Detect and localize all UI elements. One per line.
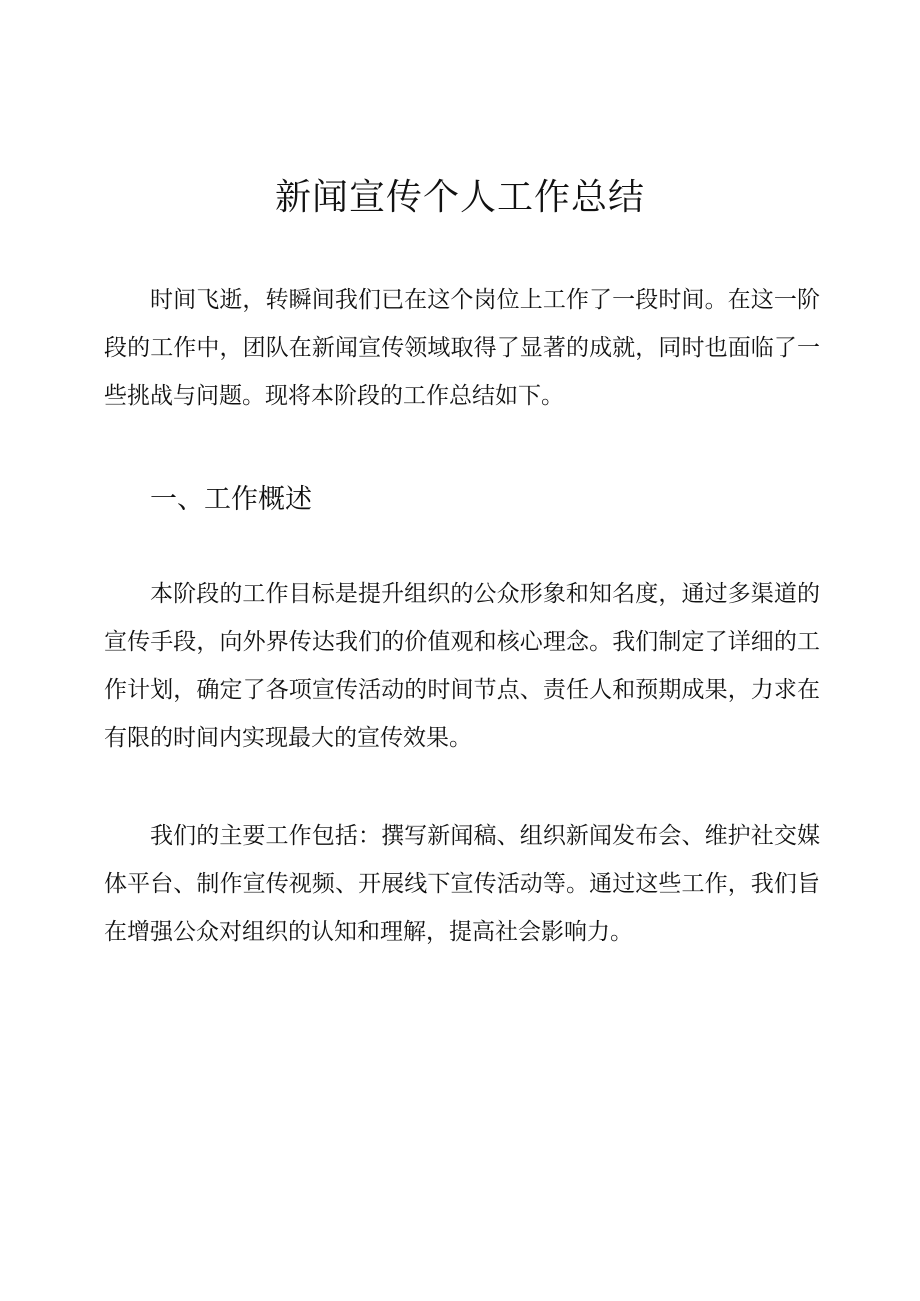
overview-paragraph-2: 我们的主要工作包括：撰写新闻稿、组织新闻发布会、维护社交媒体平台、制作宣传视频、开展线下宣传活动等。通过这些工作，我们旨在增强公众对组织的认知和理解，提高社会影响力。 [104,823,820,945]
overview-paragraph-1: 本阶段的工作目标是提升组织的公众形象和知名度，通过多渠道的宣传手段，向外界传达我们的价值观和核心理念。我们制定了详细的工作计划，确定了各项宣传活动的时间节点、责任人和预期成果，力求在有限的时间内实现最大的宣传效果。 [104,581,820,751]
section-heading-overview: 一、工作概述 [150,484,312,515]
document-title: 新闻宣传个人工作总结 [274,177,645,218]
intro-paragraph: 时间飞逝，转瞬间我们已在这个岗位上工作了一段时间。在这一阶段的工作中，团队在新闻宣传领域取得了显著的成就，同时也面临了一些挑战与问题。现将本阶段的工作总结如下。 [104,287,820,409]
